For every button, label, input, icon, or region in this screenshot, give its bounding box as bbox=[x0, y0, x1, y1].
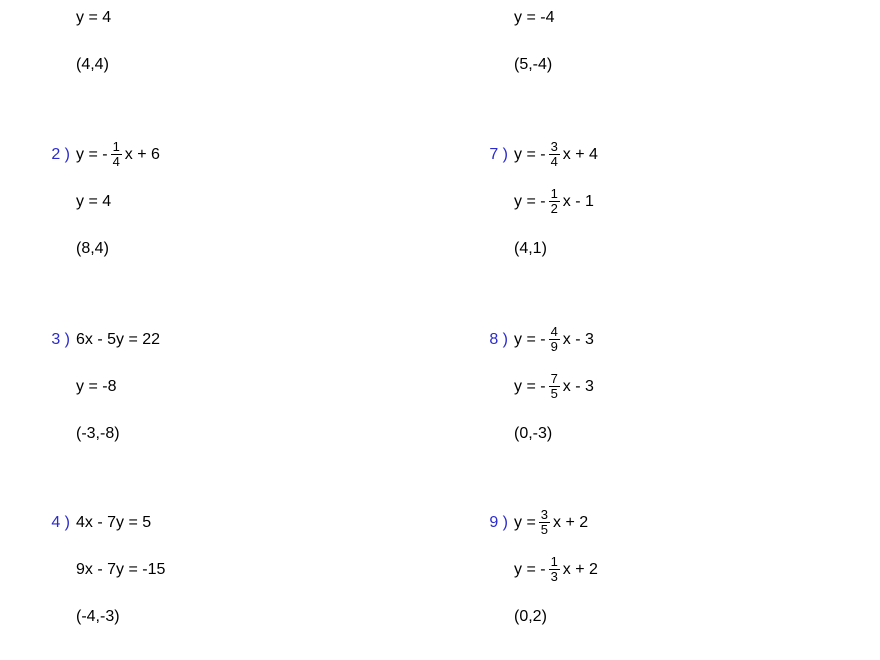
problem-block bbox=[478, 324, 594, 444]
equation-line bbox=[514, 371, 594, 401]
problem-block bbox=[478, 507, 598, 627]
fraction-denominator: 5 bbox=[550, 386, 558, 401]
fraction-numerator: 1 bbox=[550, 186, 558, 201]
equation-line bbox=[514, 139, 598, 169]
problem-number: 9 ) bbox=[489, 514, 508, 531]
problem-lines bbox=[514, 8, 554, 75]
problem-block bbox=[40, 330, 160, 444]
equation-line bbox=[76, 8, 111, 28]
fraction-numerator: 4 bbox=[550, 324, 558, 339]
fraction bbox=[539, 508, 550, 536]
equation-line bbox=[76, 192, 160, 212]
problem-block bbox=[40, 8, 111, 75]
equation-line bbox=[76, 330, 160, 350]
math-text: (5,-4) bbox=[514, 56, 553, 73]
math-text: y = -8 bbox=[76, 378, 117, 395]
problem-lines bbox=[514, 139, 598, 259]
math-text: y = - bbox=[514, 331, 546, 348]
problem-number: 3 ) bbox=[51, 331, 70, 348]
solution-line bbox=[76, 607, 165, 627]
math-text: y = - bbox=[514, 561, 546, 578]
math-text: (0,-3) bbox=[514, 425, 553, 442]
fraction-numerator: 3 bbox=[540, 507, 549, 522]
math-text: x + 6 bbox=[124, 146, 160, 163]
math-text: 6x - 5y = 22 bbox=[76, 331, 161, 348]
fraction-denominator: 9 bbox=[550, 339, 558, 354]
problem-number: 8 ) bbox=[489, 331, 508, 348]
problem-number: 2 ) bbox=[51, 146, 70, 163]
problem-block bbox=[40, 139, 160, 259]
math-text: y = 4 bbox=[76, 9, 112, 26]
problem-lines bbox=[76, 139, 160, 259]
problem-lines bbox=[514, 324, 594, 444]
solution-line bbox=[76, 239, 160, 259]
math-text: x - 3 bbox=[562, 331, 594, 348]
fraction-denominator: 2 bbox=[550, 201, 558, 216]
equation-line bbox=[76, 139, 160, 169]
problem-number: 4 ) bbox=[51, 514, 70, 531]
solution-line bbox=[514, 424, 594, 444]
fraction bbox=[549, 372, 560, 400]
fraction-denominator: 5 bbox=[540, 522, 549, 537]
problem-lines bbox=[76, 8, 111, 75]
fraction bbox=[111, 140, 122, 168]
solution-line bbox=[76, 55, 111, 75]
fraction-denominator: 4 bbox=[550, 154, 558, 169]
fraction bbox=[549, 187, 560, 215]
equation-line bbox=[514, 324, 594, 354]
math-text: x - 1 bbox=[562, 193, 594, 210]
problem-lines bbox=[514, 507, 598, 627]
problem-lines bbox=[76, 330, 160, 444]
math-text: y = -4 bbox=[514, 9, 555, 26]
solution-line bbox=[76, 424, 160, 444]
equation-line bbox=[514, 554, 598, 584]
math-text: y = - bbox=[514, 193, 546, 210]
problem-block bbox=[40, 513, 165, 627]
fraction-numerator: 1 bbox=[550, 554, 558, 569]
fraction-numerator: 7 bbox=[550, 371, 558, 386]
fraction-denominator: 4 bbox=[112, 154, 120, 169]
math-text: (-4,-3) bbox=[76, 608, 120, 625]
problem-lines bbox=[76, 513, 165, 627]
equation-line bbox=[514, 186, 598, 216]
math-text: x + 2 bbox=[553, 514, 589, 531]
problem-number: 7 ) bbox=[489, 146, 508, 163]
math-text: y = 4 bbox=[76, 193, 112, 210]
solution-line bbox=[514, 607, 598, 627]
problem-block bbox=[478, 139, 598, 259]
math-text: y = bbox=[514, 514, 536, 531]
math-text: y = - bbox=[514, 146, 546, 163]
solution-line bbox=[514, 239, 598, 259]
equation-line bbox=[514, 507, 598, 537]
fraction-denominator: 3 bbox=[550, 569, 558, 584]
math-text: (-3,-8) bbox=[76, 425, 120, 442]
problem-block bbox=[478, 8, 554, 75]
math-text: y = - bbox=[76, 146, 108, 163]
fraction-numerator: 1 bbox=[112, 139, 120, 154]
math-text: (8,4) bbox=[76, 240, 109, 257]
math-text: x + 2 bbox=[562, 561, 598, 578]
math-text: (0,2) bbox=[514, 608, 547, 625]
fraction bbox=[549, 140, 560, 168]
math-text: x - 3 bbox=[562, 378, 594, 395]
equation-line bbox=[76, 377, 160, 397]
math-text: 4x - 7y = 5 bbox=[76, 514, 152, 531]
solution-line bbox=[514, 55, 554, 75]
math-text: y = - bbox=[514, 378, 546, 395]
fraction-numerator: 3 bbox=[550, 139, 558, 154]
fraction bbox=[549, 555, 560, 583]
equation-line bbox=[514, 8, 554, 28]
fraction bbox=[549, 325, 560, 353]
math-text: x + 4 bbox=[562, 146, 598, 163]
math-text: 9x - 7y = -15 bbox=[76, 561, 166, 578]
equation-line bbox=[76, 513, 165, 533]
equation-line bbox=[76, 560, 165, 580]
math-text: (4,1) bbox=[514, 240, 547, 257]
math-text: (4,4) bbox=[76, 56, 109, 73]
